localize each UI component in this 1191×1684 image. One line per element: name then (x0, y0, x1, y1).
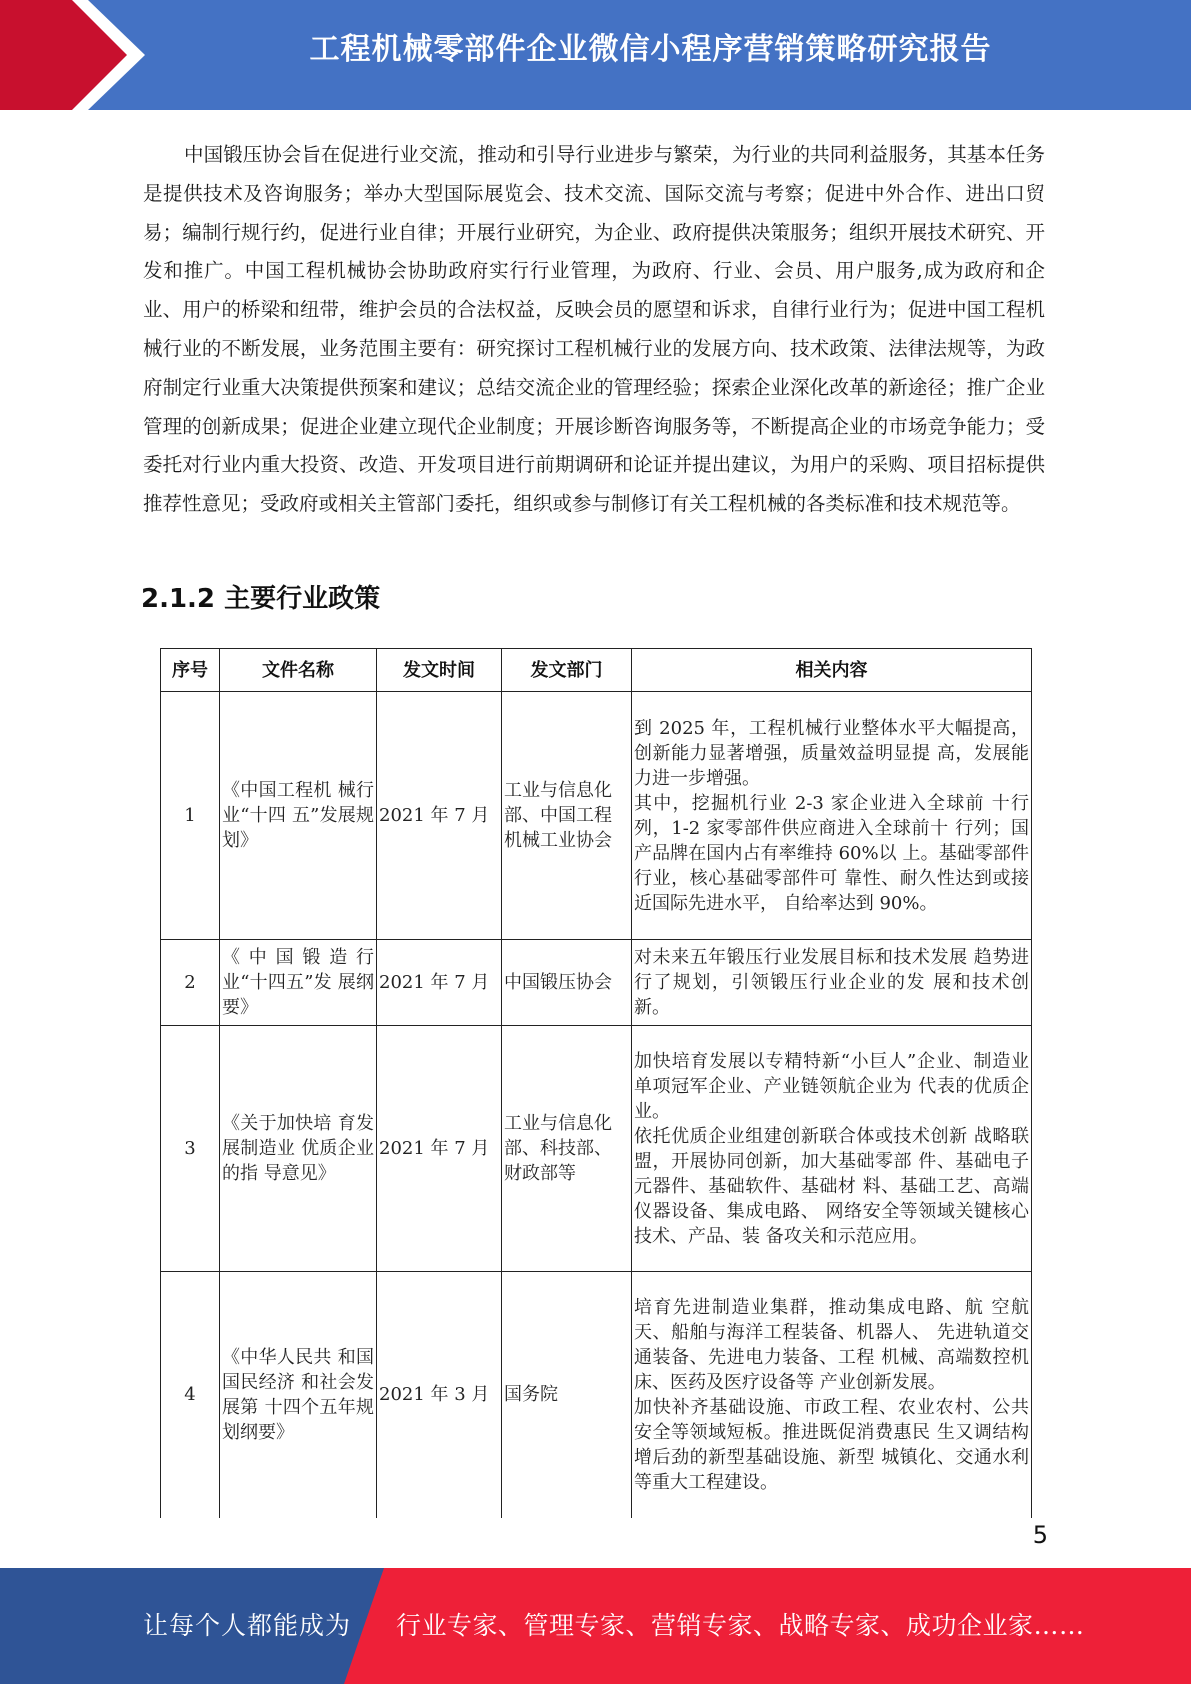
header-name: 文件名称 (220, 649, 377, 692)
content-paragraph: 加快培育发展以专精特新“小巨人”企业、制造业单项冠军企业、产业链领航企业为 代表的优质企业。 (634, 1050, 1029, 1122)
cell-content (632, 1026, 1032, 1272)
cell-idx: 2 (161, 940, 220, 1026)
table-header-row (161, 649, 1032, 692)
cell-idx: 4 (161, 1272, 220, 1518)
cell-dept: 工业与信息化部、科技部、财政部等 (502, 1026, 632, 1272)
header-title: 工程机械零部件企业微信小程序营销策略研究报告 (309, 32, 992, 67)
cell-date: 2021 年 7 月 (377, 940, 502, 1026)
policy-table (160, 648, 1032, 1518)
footer-slogan-left: 让每个人都能成为 (143, 1611, 352, 1640)
table-row (161, 940, 1032, 1026)
cell-dept: 工业与信息化部、中国工程机械工业协会 (502, 692, 632, 940)
cell-name: 《中国锻造行 业“十四五”发 展纲要》 (220, 940, 377, 1026)
header-idx: 序号 (161, 649, 220, 692)
cell-date: 2021 年 3 月 (377, 1272, 502, 1518)
cell-idx: 3 (161, 1026, 220, 1272)
content-paragraph: 培育先进制造业集群，推动集成电路、航 空航天、船舶与海洋工程装备、机器人、 先进轨道交通装备、先进电力装备、工程 机械、高端数控机床、医药及医疗设备等 产业创新发展。 (634, 1296, 1029, 1393)
cell-name: 《中华人民共 和国国民经济 和社会发展第 十四个五年规 划纲要》 (220, 1272, 377, 1518)
cell-idx: 1 (161, 692, 220, 940)
cell-date: 2021 年 7 月 (377, 692, 502, 940)
footer-slogan-right: 行业专家、管理专家、营销专家、战略专家、成功企业家…… (396, 1611, 1085, 1640)
content-paragraph: 加快补齐基础设施、市政工程、农业农村、公共安全等领域短板。推进既促消费惠民 生又调结构增后劲的新型基础设施、新型 城镇化、交通水利等重大工程建设。 (634, 1396, 1029, 1493)
intro-paragraph: 中国锻压协会旨在促进行业交流，推动和引导行业进步与繁荣，为行业的共同利益服务，其基本任务是提供技术及咨询服务；举办大型国际展览会、技术交流、国际交流与考察；促进中外合作、进出口贸易；编制行规行约，促进行业自律；开展行业研究，为企业、政府提供决策服务；组织开展技术研究、开发和推广。中国工程机械协会协助政府实行行业管理，为政府、行业、会员、用户服务,成为政府和企业、用户的桥梁和纽带，维护会员的合法权益，反映会员的愿望和诉求，自律行业行为；促进中国工程机械行业的不断发展，业务范围主要有：研究探讨工程机械行业的发展方向、技术政策、法律法规等，为政府制定行业重大决策提供预案和建议；总结交流企业的管理经验；探索企业深化改革的新途径；推广企业管理的创新成果；促进企业建立现代企业制度；开展诊断咨询服务等，不断提高企业的市场竞争能力；受委托对行业内重大投资、改造、开发项目进行前期调研和论证并提出建议，为用户的采购、项目招标提供推荐性意见；受政府或相关主管部门委托，组织或参与制修订有关工程机械的各类标准和技术规范等。 (143, 143, 1045, 516)
header-dept: 发文部门 (502, 649, 632, 692)
cell-dept: 中国锻压协会 (502, 940, 632, 1026)
content-paragraph: 依托优质企业组建创新联合体或技术创新 战略联盟，开展协同创新，加大基础零部 件、基础电子元器件、基础软件、基础材 料、基础工艺、高端仪器设备、集成电路、 网络安全等领域关键核心技术、产品、装 备攻关和示范应用。 (634, 1125, 1029, 1247)
cell-content (632, 692, 1032, 940)
cell-dept: 国务院 (502, 1272, 632, 1518)
cell-name: 《关于加快培 育发展制造业 优质企业的指 导意见》 (220, 1026, 377, 1272)
section-title: 2.1.2 主要行业政策 (141, 584, 381, 614)
cell-content (632, 940, 1032, 1026)
cell-date: 2021 年 7 月 (377, 1026, 502, 1272)
page-number: 5 (1032, 1521, 1048, 1549)
header-date: 发文时间 (377, 649, 502, 692)
content-paragraph: 其中，挖掘机行业 2-3 家企业进入全球前 十行列，1-2 家零部件供应商进入全球前十 行列；国产品牌在国内占有率维持 60%以 上。基础零部件行业，核心基础零部件可 靠性、耐久性达到或接近国际先进水平， 自给率达到 90%。 (634, 792, 1029, 914)
table-row (161, 1272, 1032, 1518)
content-paragraph: 对未来五年锻压行业发展目标和技术发展 趋势进行了规划，引领锻压行业企业的发 展和技术创新。 (634, 947, 1029, 1018)
header-arrow-icon (0, 0, 160, 110)
table-row (161, 692, 1032, 940)
page-header (0, 0, 1191, 110)
page-footer (0, 1568, 1191, 1684)
cell-content (632, 1272, 1032, 1518)
table-row (161, 1026, 1032, 1272)
content-paragraph: 到 2025 年，工程机械行业整体水平大幅提高，创新能力显著增强，质量效益明显提 高，发展能力进一步增强。 (634, 717, 1030, 789)
cell-name: 《中国工程机 械行业“十四 五”发展规划》 (220, 692, 377, 940)
header-content: 相关内容 (632, 649, 1032, 692)
